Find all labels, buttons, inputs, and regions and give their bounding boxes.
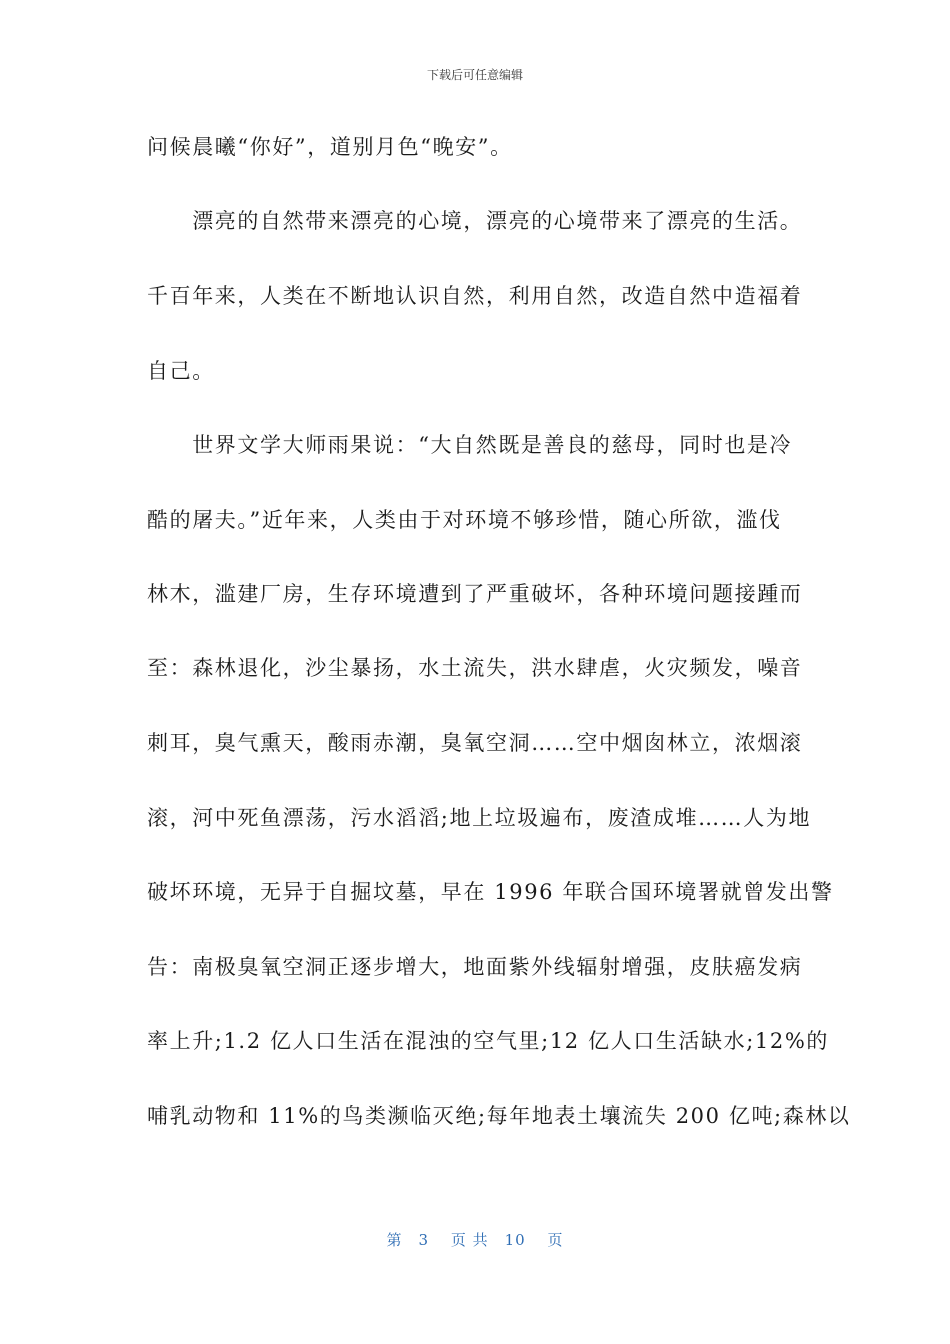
text-line: 至：森林退化，沙尘暴扬，水土流失，洪水肆虐，火灾频发，噪音 (147, 656, 803, 680)
text-line: 哺乳动物和 11%的鸟类濒临灭绝;每年地表土壤流失 200 亿吨;森林以 (147, 1104, 851, 1128)
text-line: 林木，滥建厂房，生存环境遭到了严重破坏，各种环境问题接踵而 (147, 582, 803, 606)
text-line: 酷的屠夫。”近年来，人类由于对环境不够珍惜，随心所欲，滥伐 (147, 508, 782, 532)
text-line: 问候晨曦“你好”，道别月色“晚安”。 (147, 135, 513, 159)
text-line: 率上升;1.2 亿人口生活在混浊的空气里;12 亿人口生活缺水;12%的 (147, 1029, 829, 1053)
page-footer (0, 1229, 950, 1250)
text-line: 刺耳，臭气熏天，酸雨赤潮，臭氧空洞……空中烟囱林立，浓烟滚 (147, 731, 803, 755)
text-line: 破坏环境，无异于自掘坟墓，早在 1996 年联合国环境署就曾发出警 (147, 880, 834, 904)
text-line: 告：南极臭氧空洞正逐步增大，地面紫外线辐射增强，皮肤癌发病 (147, 955, 803, 979)
text-line: 滚，河中死鱼漂荡，污水滔滔;地上垃圾遍布，废渣成堆……人为地 (147, 806, 812, 830)
text-line: 漂亮的自然带来漂亮的心境，漂亮的心境带来了漂亮的生活。 (147, 209, 803, 233)
page-header-note: 下载后可任意编辑 (426, 68, 523, 82)
text-line: 千百年来，人类在不断地认识自然，利用自然，改造自然中造福着 (147, 284, 803, 308)
page-number-indicator: 第 3 页 共 10 页 (386, 1231, 564, 1249)
text-line: 世界文学大师雨果说：“大自然既是善良的慈母，同时也是冷 (147, 433, 793, 457)
text-line: 自己。 (147, 359, 215, 383)
